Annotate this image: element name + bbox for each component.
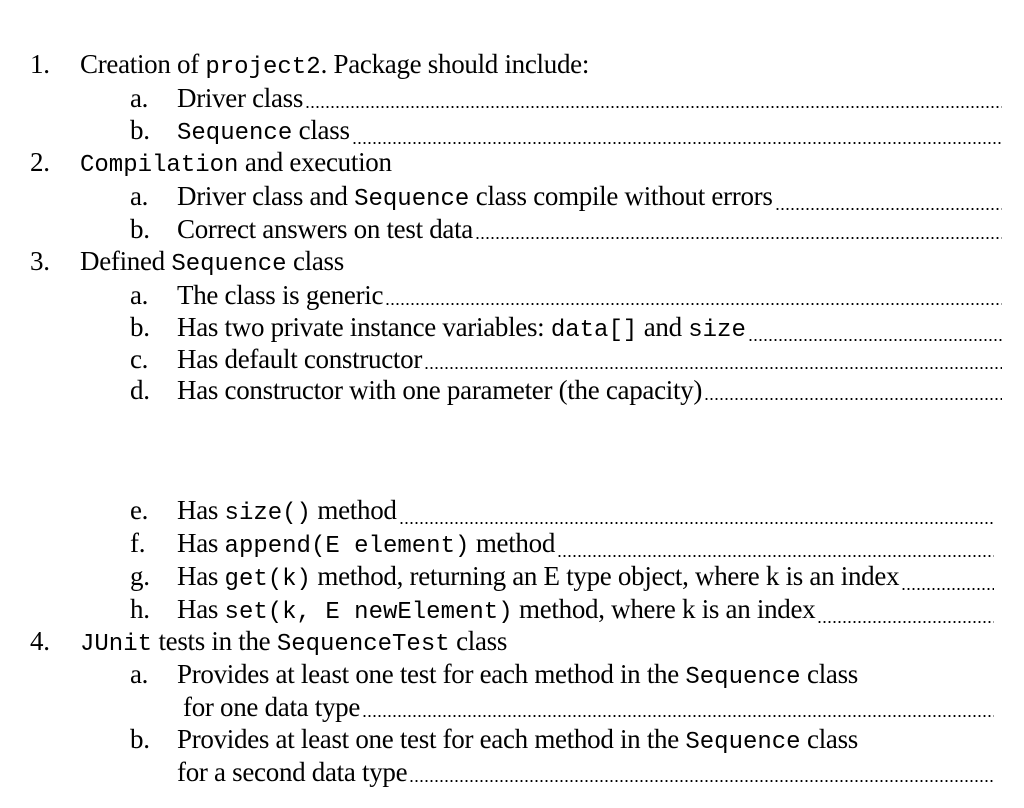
subitem-text: Driver class [177,83,304,113]
item-text: Compilation and execution [80,147,392,179]
subitem-marker: b. [130,312,150,342]
subitem-text: Correct answers on test data [177,214,473,244]
subitem-text: Has size() method [177,495,397,527]
subitem-marker: b. [130,214,150,244]
subitem-text: Sequence class [177,115,350,147]
dot-leader [557,554,994,558]
dot-leader [305,105,1002,109]
subitem-text: Has default constructor [177,344,423,374]
dot-leader [748,338,1002,342]
subitem-2b [130,213,1002,245]
dot-leader [409,779,994,783]
subitem-4a [130,658,994,694]
subitem-text: for a second data type [177,757,408,787]
item-number: 2. [30,147,50,177]
dot-leader [704,397,1002,401]
subitem-marker: b. [130,115,150,145]
dot-leader [424,366,1002,370]
item-text: Creation of project2. Package should include: [80,49,590,81]
subitem-4b-continuation [177,756,994,788]
dot-leader [775,207,1002,211]
subitem-text: Has append(E element) method [177,528,556,560]
item-number: 3. [30,246,50,276]
subitem-text: The class is generic [177,280,384,310]
subitem-marker: h. [130,594,150,624]
subitem-3c [130,343,1002,375]
dot-leader [399,521,994,525]
subitem-4a-continuation [183,691,994,723]
subitem-3g [130,560,994,596]
item-number: 1. [30,49,50,79]
dot-leader [385,302,1002,306]
subitem-text: Has two private instance variables: data[] and size [177,312,746,344]
subitem-text: Provides at least one test for each method in the Sequence class [177,724,859,756]
subitem-text: for one data type [183,692,361,722]
subitem-marker: f. [130,528,146,558]
subitem-marker: a. [130,280,149,310]
dot-leader [817,620,994,624]
subitem-text: Has get(k) method, returning an E type object, where k is an index [177,561,900,593]
subitem-1b [130,114,1002,150]
subitem-text: Provides at least one test for each method in the Sequence class [177,659,859,691]
subitem-2a [130,180,1002,216]
subitem-text: Has constructor with one parameter (the capacity) [177,375,703,405]
item-number: 4. [30,626,50,656]
subitem-3a [130,279,1002,311]
dot-leader [901,587,994,591]
subitem-3f [130,527,994,563]
subitem-3b [130,311,1002,347]
dot-leader [352,141,1002,145]
subitem-marker: a. [130,83,149,113]
subitem-4b [130,723,994,759]
subitem-3e [130,494,994,530]
subitem-marker: b. [130,724,150,754]
subitem-marker: g. [130,561,150,591]
subitem-marker: a. [130,181,149,211]
item-text: JUnit tests in the SequenceTest class [80,626,508,658]
subitem-marker: a. [130,659,149,689]
dot-leader [362,714,994,718]
subitem-marker: c. [130,344,149,374]
subitem-3d [130,374,1002,406]
subitem-text: Driver class and Sequence class compile without errors [177,181,773,213]
subitem-3h [130,593,994,629]
dot-leader [475,236,1002,240]
item-text: Defined Sequence class [80,246,344,278]
subitem-1a [130,82,1002,114]
subitem-marker: e. [130,495,149,525]
subitem-marker: d. [130,375,150,405]
subitem-text: Has set(k, E newElement) method, where k is an index [177,594,816,626]
